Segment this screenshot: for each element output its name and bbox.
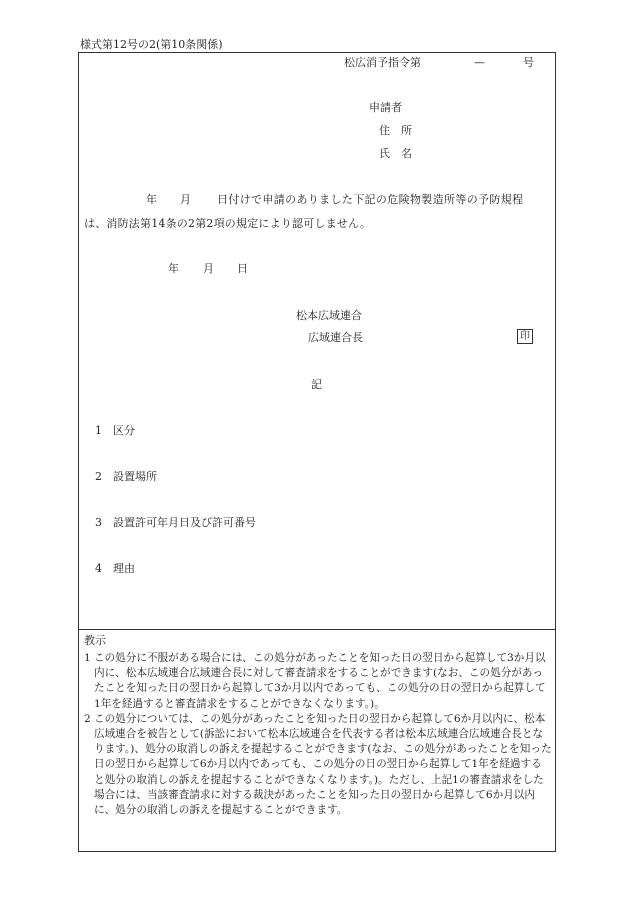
item-3-number: 3 xyxy=(95,516,102,529)
date-day-label: 日 xyxy=(237,262,248,275)
body-month-label: 月 xyxy=(180,193,191,206)
seal-stamp-box: 印 xyxy=(517,329,533,344)
item-1-number: 1 xyxy=(95,424,102,437)
notice-item-1-text: この処分に不服がある場合には、この処分があったことを知った日の翌日から起算して3か月以内に、松本広域連合広域連合長に対して審査請求をすることができます(なお、この処分があったことを知った日の翌日から起算して3か月以内であっても、この処分の日の翌日から起算して1年を経過すると審査請求をすることができなくなります。)。 xyxy=(94,652,546,710)
item-2-label: 設置場所 xyxy=(113,470,157,483)
date-year-label: 年 xyxy=(168,262,179,275)
form-number-label: 様式第12号の2(第10条関係) xyxy=(80,38,223,51)
notice-item-1 xyxy=(84,651,552,712)
body-year-label: 年 xyxy=(146,193,157,206)
item-4-label: 理由 xyxy=(113,562,135,575)
reference-suffix: 号 xyxy=(523,56,534,69)
reference-prefix: 松広消予指令第 xyxy=(344,56,421,69)
body-line-2: は、消防法第14条の2第2項の規定により認可しません。 xyxy=(84,217,372,230)
notice-item-2-number: 2 xyxy=(84,712,91,725)
notice-item-2-text: この処分については、この処分があったことを知った日の翌日から起算して6か月以内に、松本広域連合を被告として(訴訟において松本広域連合を代表する者は松本広域連合広域連合長となります。)、処分の取消しの訴えを提起することができます(なお、この処分があったことを知った日の翌日から起算して6か月以内であっても、この処分の日の翌日から起算して1年を経過すると処分の取消しの訴えを提起することができなくなります。)。ただし、上記1の審査請求をした場合には、当該審査請求に対する裁決があったことを知った日の翌日から起算して6か月以内に、処分の取消しの訴えを提起することができます。 xyxy=(94,712,552,817)
item-3-label: 設置許可年月日及び許可番号 xyxy=(113,516,256,529)
applicant-address-label: 住 所 xyxy=(379,124,412,137)
notice-body xyxy=(84,651,552,818)
notice-heading: 教示 xyxy=(84,634,106,647)
notice-item-1-number: 1 xyxy=(84,652,91,664)
body-line-1: 日付けで申請のありました下記の危険物製造所等の予防規程 xyxy=(217,193,524,206)
issuer-organization: 松本広域連合 xyxy=(296,309,362,322)
notice-item-2 xyxy=(84,712,552,818)
applicant-heading: 申請者 xyxy=(369,101,402,114)
ki-heading: 記 xyxy=(311,378,322,391)
item-4-number: 4 xyxy=(95,562,102,575)
item-1-label: 区分 xyxy=(113,424,135,437)
reference-dash: — xyxy=(474,56,485,69)
notice-divider xyxy=(78,629,556,630)
date-month-label: 月 xyxy=(203,262,214,275)
applicant-name-label: 氏 名 xyxy=(379,147,412,160)
item-2-number: 2 xyxy=(95,470,102,483)
issuer-title: 広域連合長 xyxy=(308,331,363,344)
